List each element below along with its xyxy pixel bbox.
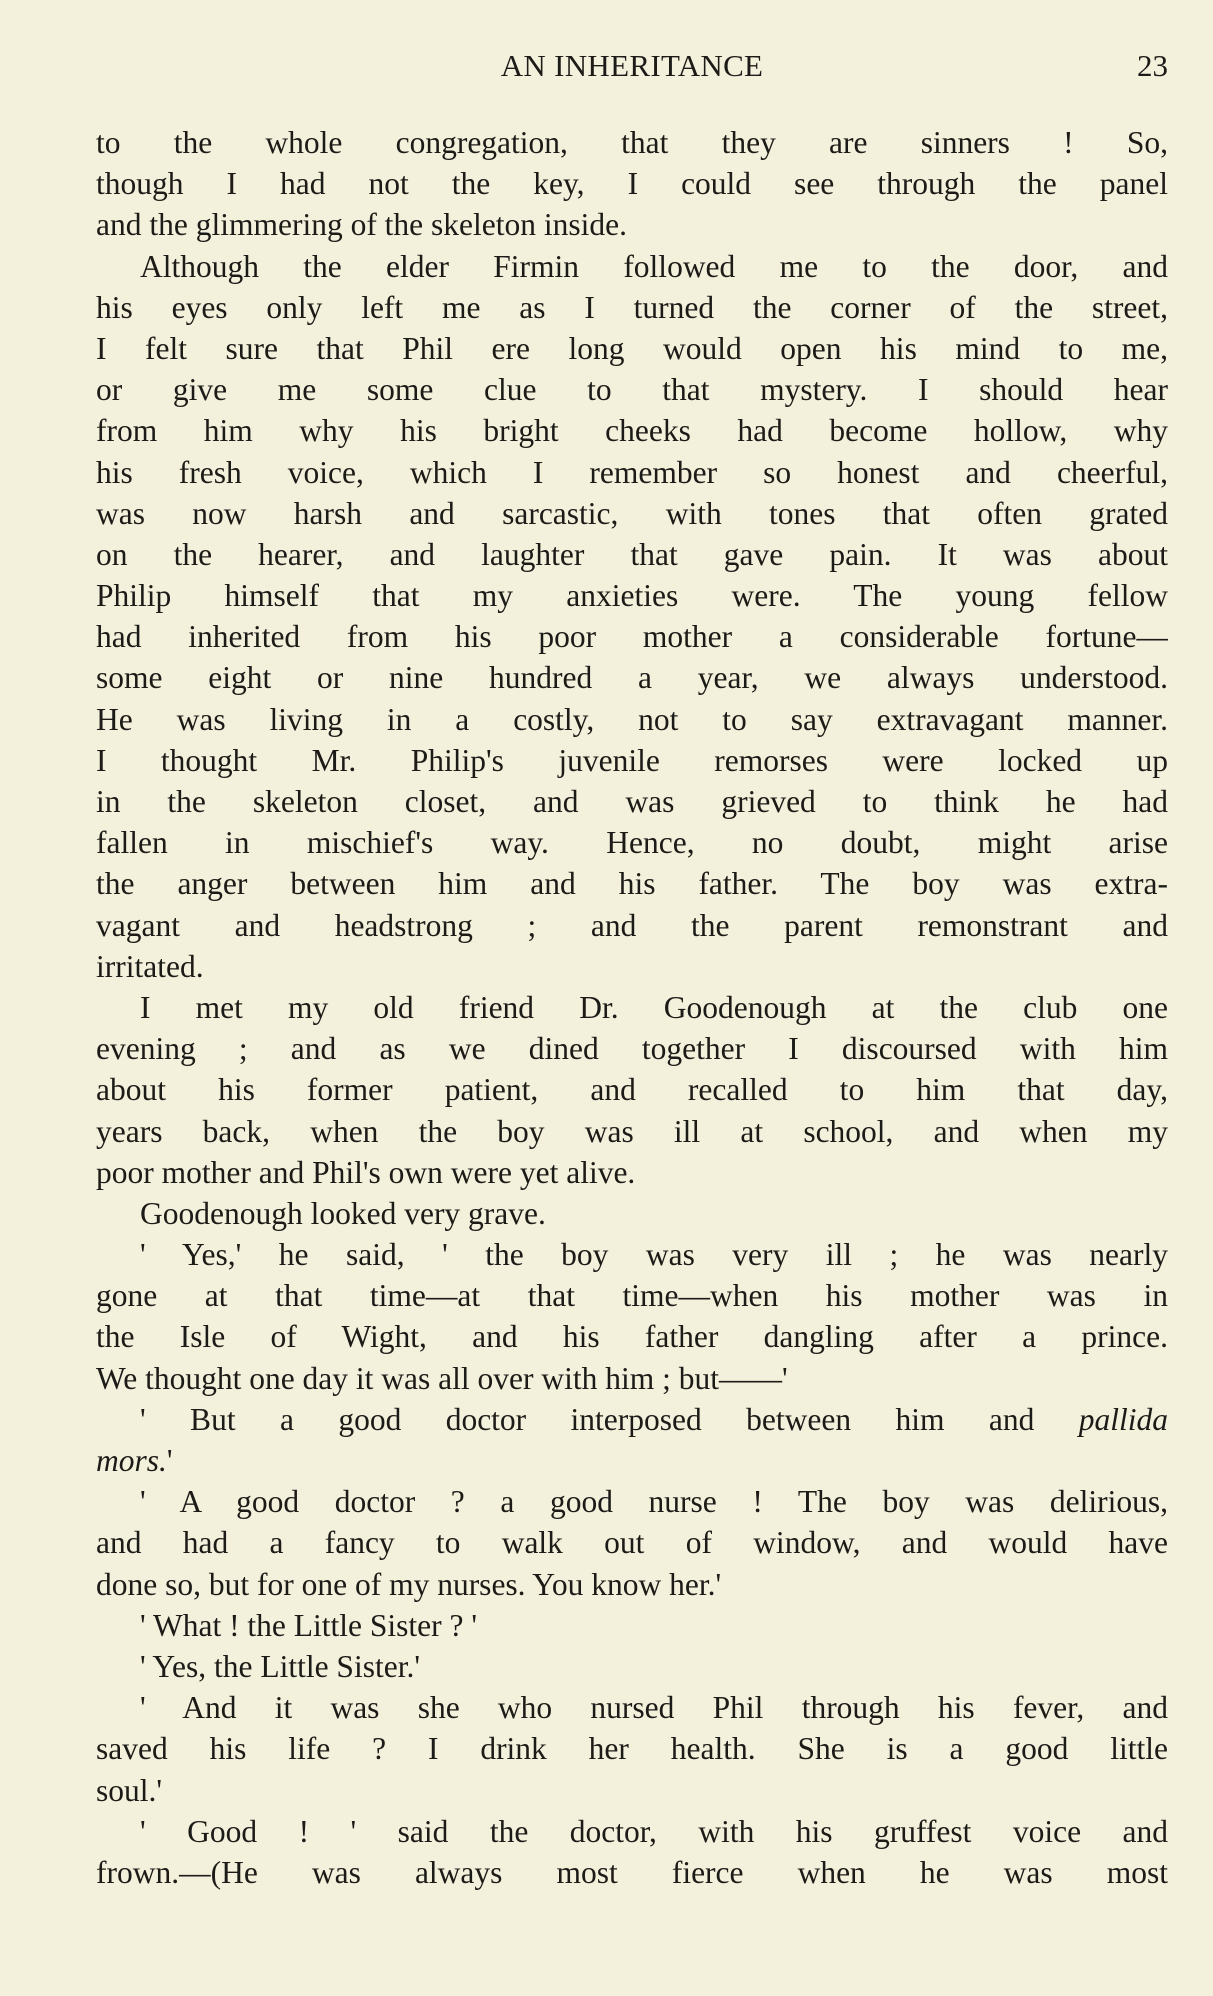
line-text: had inherited from his poor mother a considerable fortune— xyxy=(96,619,1168,655)
line-text: gone at that time—at that time—when his mother was in xyxy=(96,1278,1168,1314)
text-line xyxy=(96,1275,1168,1316)
text-line xyxy=(96,1770,1168,1811)
text-line xyxy=(96,1687,1168,1728)
line-text: ' What ! the Little Sister ? ' xyxy=(140,1607,478,1643)
line-text: Goodenough looked very grave. xyxy=(140,1195,546,1231)
running-head xyxy=(96,46,1168,86)
text-line xyxy=(96,946,1168,987)
page-number: 23 xyxy=(1137,48,1168,83)
text-line xyxy=(96,204,1168,245)
text-line xyxy=(96,1522,1168,1563)
text-line xyxy=(96,534,1168,575)
text-line xyxy=(96,740,1168,781)
text-line xyxy=(96,1852,1168,1893)
line-text: Philip himself that my anxieties were. The young fellow xyxy=(96,578,1168,614)
line-text: I met my old friend Dr. Goodenough at the club one xyxy=(140,989,1168,1025)
line-text: I felt sure that Phil ere long would open his mind to me, xyxy=(96,330,1168,366)
text-line xyxy=(96,328,1168,369)
text-line xyxy=(96,1111,1168,1152)
text-line xyxy=(96,1728,1168,1769)
text-line xyxy=(96,1399,1168,1440)
line-text: or give me some clue to that mystery. I should hear xyxy=(96,372,1168,408)
text-line xyxy=(96,163,1168,204)
line-text: years back, when the boy was ill at school, and when my xyxy=(96,1113,1168,1149)
line-text: soul.' xyxy=(96,1772,163,1808)
line-text: ' And it was she who nursed Phil through his fever, and xyxy=(140,1690,1168,1726)
text-line xyxy=(96,699,1168,740)
line-text: done so, but for one of my nurses. You know her.' xyxy=(96,1566,722,1602)
line-text: his fresh voice, which I remember so honest and cheerful, xyxy=(96,454,1168,490)
text-line xyxy=(96,1069,1168,1110)
line-text: fallen in mischief's way. Hence, no doubt, might arise xyxy=(96,825,1168,861)
running-title: AN INHERITANCE xyxy=(500,48,764,83)
text-line xyxy=(96,1152,1168,1193)
text-line xyxy=(96,616,1168,657)
text-line xyxy=(96,122,1168,163)
line-text: to the whole congregation, that they are sinners ! So, xyxy=(96,125,1168,160)
line-text: frown.—(He was always most fierce when he was most xyxy=(96,1854,1168,1890)
text-line xyxy=(96,1358,1168,1399)
text-line xyxy=(96,1646,1168,1687)
text-line xyxy=(96,410,1168,451)
line-text: though I had not the key, I could see through the panel xyxy=(96,166,1168,202)
line-text: was now harsh and sarcastic, with tones that often grated xyxy=(96,495,1168,531)
text-line xyxy=(96,1316,1168,1357)
text-line xyxy=(96,1193,1168,1234)
line-text: poor mother and Phil's own were yet alive. xyxy=(96,1154,636,1190)
line-text: ' Good ! ' said the doctor, with his gruffest voice and xyxy=(140,1813,1168,1849)
line-text: the Isle of Wight, and his father dangling after a prince. xyxy=(96,1319,1168,1355)
closing-quote: ' xyxy=(166,1443,173,1478)
text-line xyxy=(96,1440,1168,1481)
line-text: ' A good doctor ? a good nurse ! The boy was delirious, xyxy=(140,1484,1168,1520)
text-line xyxy=(96,1811,1168,1852)
line-text: in the skeleton closet, and was grieved to think he had xyxy=(96,784,1168,819)
line-text: He was living in a costly, not to say extravagant manner. xyxy=(96,701,1168,737)
text-line xyxy=(96,657,1168,698)
text-line xyxy=(96,575,1168,616)
text-line xyxy=(96,1481,1168,1522)
text-line xyxy=(96,822,1168,863)
text-line xyxy=(96,905,1168,946)
text-line xyxy=(96,287,1168,328)
line-text: some eight or nine hundred a year, we always understood. xyxy=(96,660,1168,696)
text-line xyxy=(96,987,1168,1028)
italic-text: mors. xyxy=(96,1443,167,1478)
text-line xyxy=(96,452,1168,493)
line-text: and the glimmering of the skeleton inside. xyxy=(96,207,628,243)
text-line xyxy=(96,781,1168,822)
line-text: about his former patient, and recalled to him that day, xyxy=(96,1072,1168,1108)
line-text: evening ; and as we dined together I discoursed with him xyxy=(96,1031,1168,1067)
line-text: vagant and headstrong ; and the parent remonstrant and xyxy=(96,907,1168,943)
line-text: ' Yes,' he said, ' the boy was very ill ; he was nearly xyxy=(140,1237,1168,1273)
line-text: I thought Mr. Philip's juvenile remorses were locked up xyxy=(96,742,1168,778)
line-text: saved his life ? I drink her health. She is a good little xyxy=(96,1731,1168,1767)
text-line xyxy=(96,246,1168,287)
body-text xyxy=(96,122,1168,1893)
text-line xyxy=(96,1605,1168,1646)
line-text: We thought one day it was all over with him ; but——' xyxy=(96,1360,788,1396)
line-text: on the hearer, and laughter that gave pain. It was about xyxy=(96,536,1168,572)
line-text: the anger between him and his father. The boy was extra- xyxy=(96,866,1168,902)
line-text: Although the elder Firmin followed me to the door, and xyxy=(140,248,1168,284)
italic-text: pallida xyxy=(1078,1401,1168,1437)
text-line xyxy=(96,1028,1168,1069)
line-text: irritated. xyxy=(96,948,204,984)
text-line xyxy=(96,1234,1168,1275)
line-text: ' But a good doctor interposed between him and xyxy=(140,1401,1079,1437)
line-text: his eyes only left me as I turned the corner of the street, xyxy=(96,289,1168,325)
line-text: from him why his bright cheeks had become hollow, why xyxy=(96,413,1168,449)
line-text: and had a fancy to walk out of window, and would have xyxy=(96,1525,1168,1561)
line-text: ' Yes, the Little Sister.' xyxy=(140,1648,420,1684)
text-line xyxy=(96,1564,1168,1605)
text-line xyxy=(96,863,1168,904)
text-line xyxy=(96,369,1168,410)
text-line xyxy=(96,493,1168,534)
